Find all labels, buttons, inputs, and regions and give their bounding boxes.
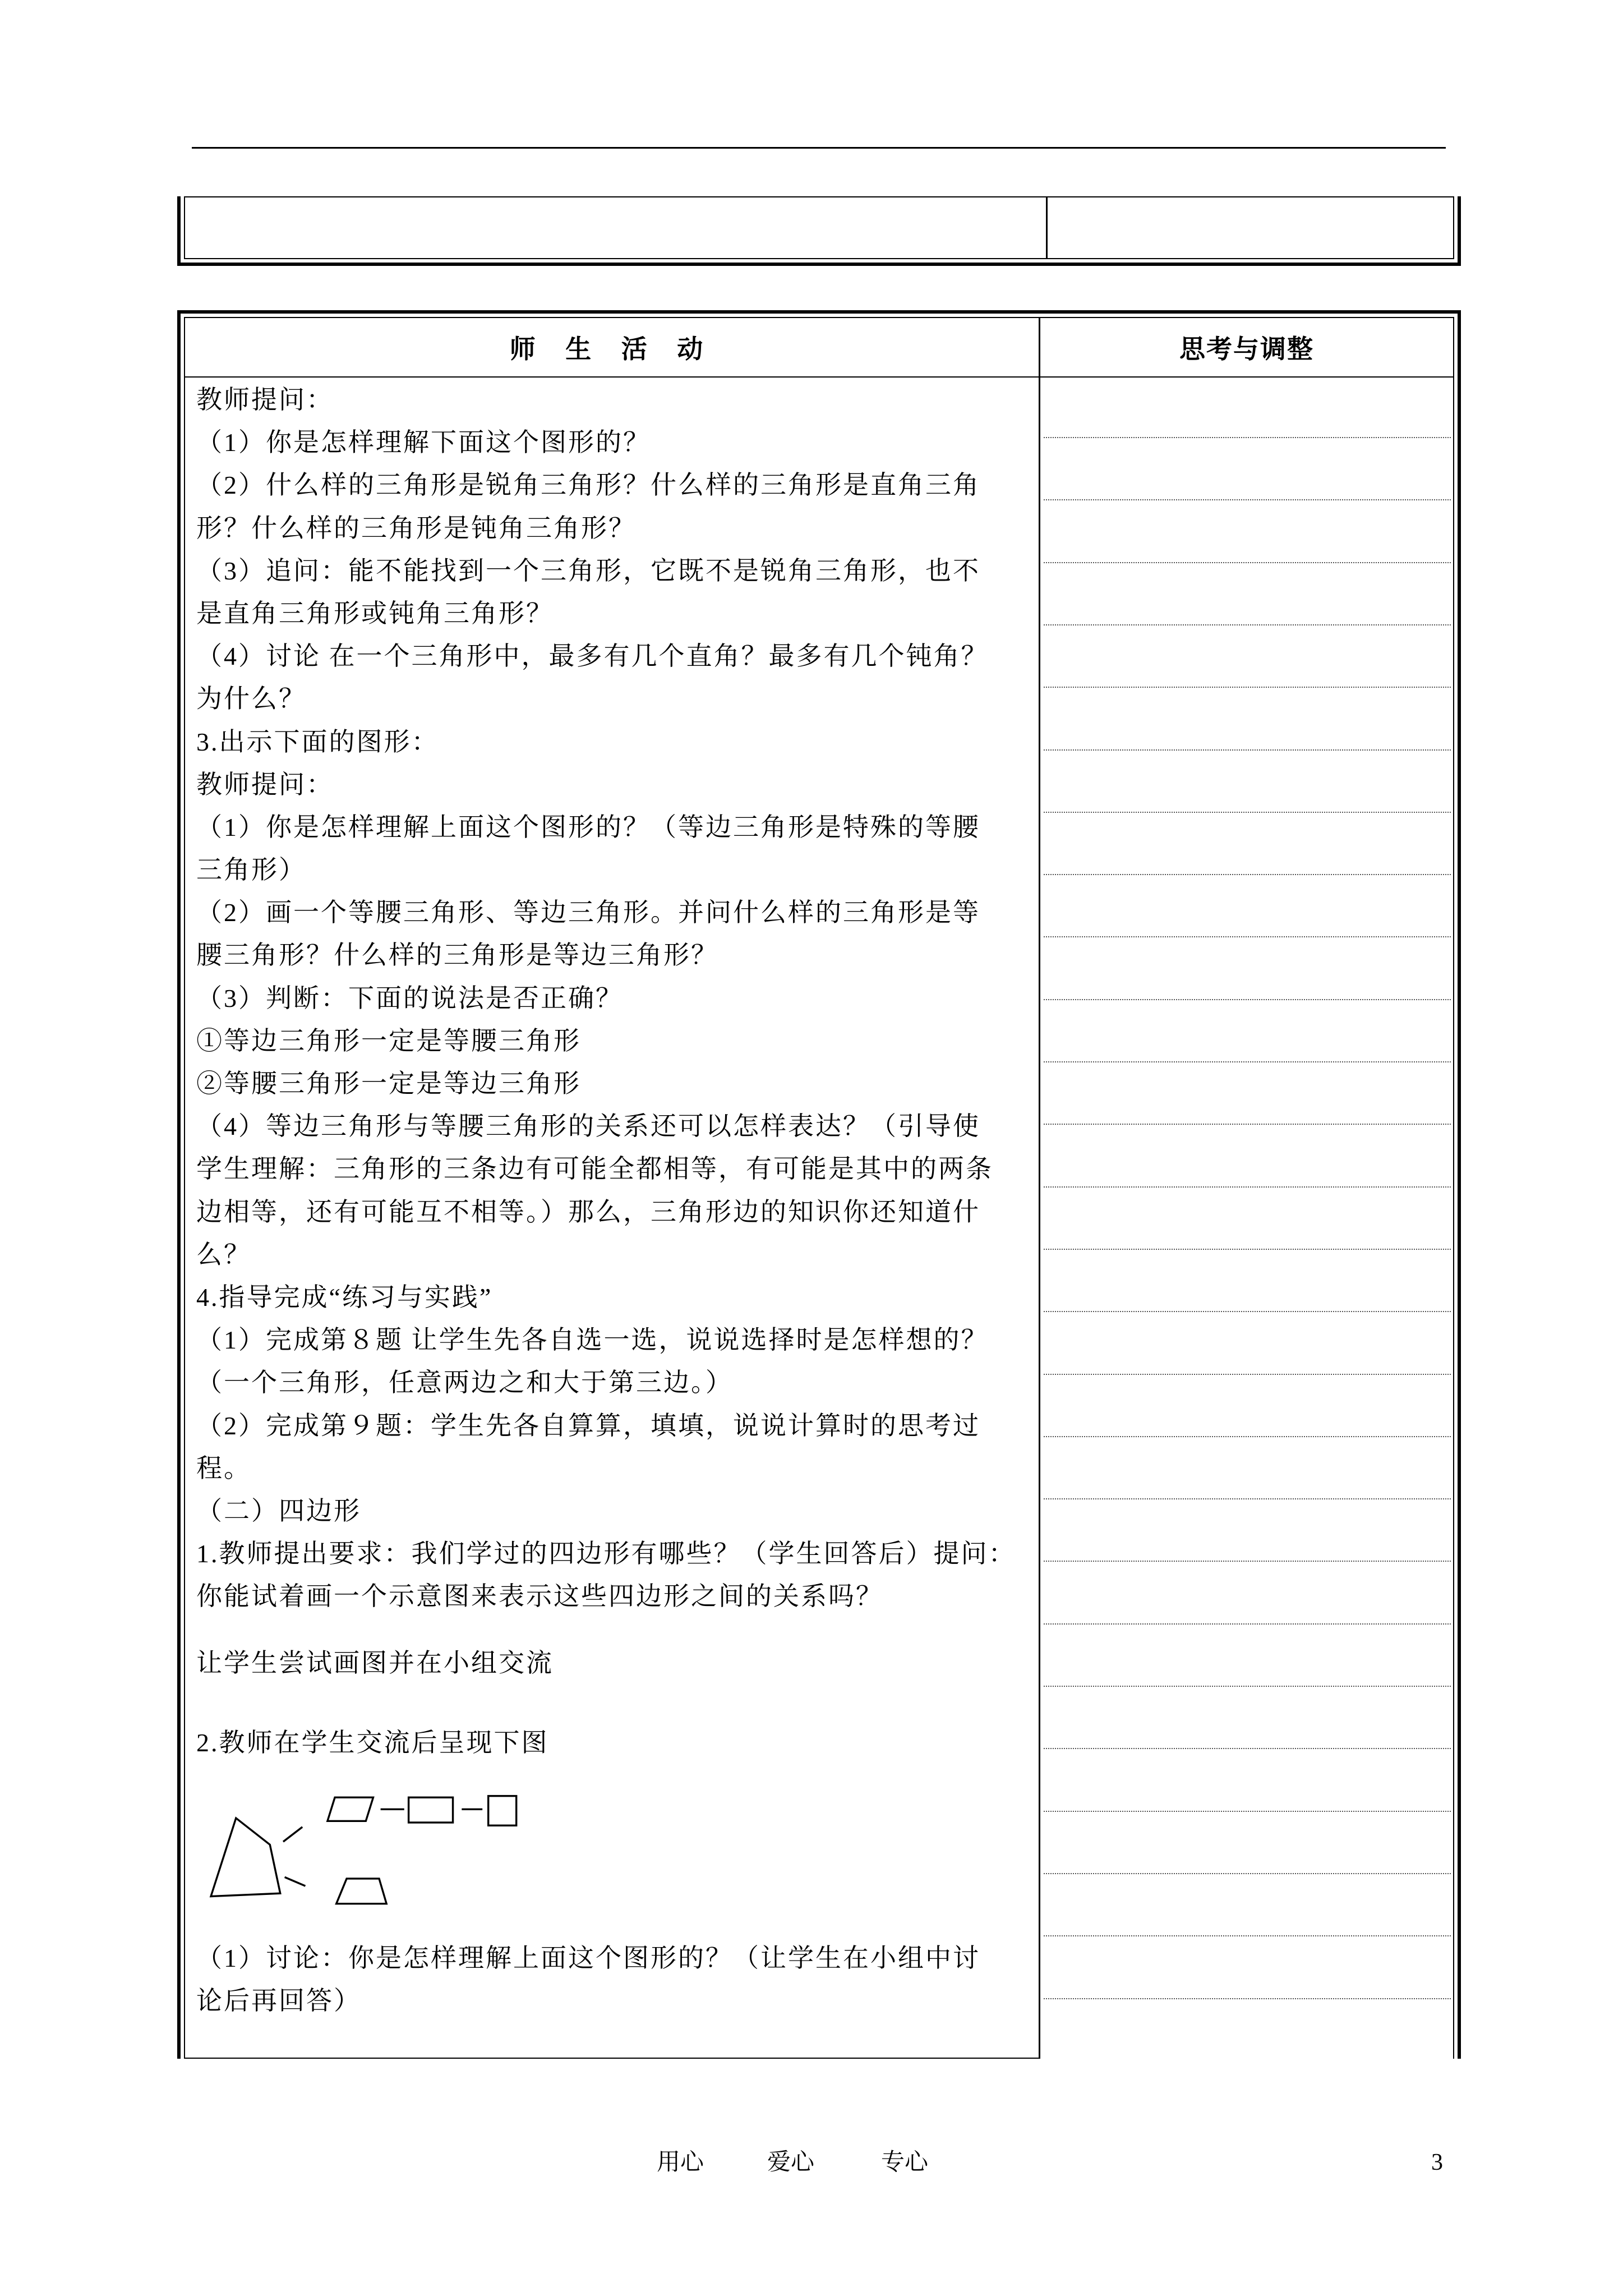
text-line: 腰三角形？什么样的三角形是等边三角形？ bbox=[196, 941, 718, 970]
note-line bbox=[1044, 1748, 1451, 1749]
text-line: ②等腰三角形一定是等边三角形 bbox=[196, 1069, 581, 1098]
text-line: （3）判断：下面的说法是否正确？ bbox=[196, 983, 623, 1013]
note-line bbox=[1044, 1311, 1451, 1312]
trapezoid-shape bbox=[336, 1879, 386, 1904]
note-line bbox=[1044, 812, 1451, 813]
header-rule bbox=[192, 147, 1446, 149]
square-shape bbox=[488, 1796, 517, 1826]
continued-table-row bbox=[184, 196, 1454, 259]
discussion-text bbox=[196, 1937, 980, 2022]
text-line: 形？什么样的三角形是钝角三角形？ bbox=[196, 513, 636, 542]
note-line bbox=[1044, 1998, 1451, 1999]
text-line: （3）追问：能不能找到一个三角形，它既不是锐角三角形，也不 bbox=[196, 556, 980, 585]
parallelogram-shape bbox=[328, 1797, 374, 1821]
text-line: （一个三角形，任意两边之和大于第三边。） bbox=[196, 1368, 733, 1397]
note-line bbox=[1044, 1061, 1451, 1062]
text-line: 三角形） bbox=[196, 855, 306, 885]
note-line bbox=[1044, 499, 1451, 500]
reflection-column bbox=[1040, 378, 1453, 2059]
note-line bbox=[1044, 562, 1451, 563]
text-line: 学生理解：三角形的三条边有可能全都相等，有可能是其中的两条 bbox=[196, 1154, 993, 1184]
page-number: 3 bbox=[1431, 2150, 1443, 2175]
text-line: （1）你是怎样理解下面这个图形的？ bbox=[196, 428, 651, 457]
note-line bbox=[1044, 624, 1451, 625]
activities-column bbox=[185, 378, 1040, 2059]
note-line bbox=[1044, 437, 1451, 438]
text-line: 3.出示下面的图形： bbox=[196, 727, 439, 756]
note-line bbox=[1044, 999, 1451, 1000]
note-line bbox=[1044, 749, 1451, 751]
continued-table bbox=[177, 196, 1461, 266]
text-line: （4）讨论 在一个三角形中，最多有几个直角？最多有几个钝角？ bbox=[196, 642, 989, 671]
text-line: 边相等，还有可能互不相等。）那么，三角形边的知识你还知道什 bbox=[196, 1197, 980, 1226]
text-line: （2）完成第９题：学生先各自算算，填填，说说计算时的思考过 bbox=[196, 1411, 980, 1440]
text-line: 是直角三角形或钝角三角形？ bbox=[196, 599, 554, 628]
text-line: （二）四边形 bbox=[196, 1496, 361, 1525]
quadrilateral-relationship-figure bbox=[199, 1778, 531, 1918]
draw-prompt-line: 让学生尝试画图并在小组交流 bbox=[196, 1649, 554, 1677]
connector-to-parallelogram bbox=[283, 1827, 302, 1842]
note-line bbox=[1044, 1124, 1451, 1125]
text-line: （2）画一个等腰三角形、等边三角形。并问什么样的三角形是等 bbox=[196, 898, 980, 927]
text-line: 4.指导完成“练习与实践” bbox=[196, 1282, 493, 1312]
text-line: 教师提问： bbox=[196, 770, 334, 799]
text-line: （4）等边三角形与等腰三角形的关系还可以怎样表达？（引导使 bbox=[196, 1112, 980, 1141]
note-line bbox=[1044, 936, 1451, 937]
text-line: （2）什么样的三角形是锐角三角形？什么样的三角形是直角三角 bbox=[196, 471, 980, 500]
footer-word: 专心 bbox=[881, 2150, 929, 2175]
continued-table-right-cell bbox=[1048, 197, 1453, 258]
text-line: 教师提问： bbox=[196, 385, 334, 414]
continued-table-left-cell bbox=[185, 197, 1048, 258]
note-line bbox=[1044, 1623, 1451, 1625]
header-teacher-student-activities: 师 生 活 动 bbox=[185, 318, 1040, 376]
activity-text bbox=[196, 379, 1016, 1618]
note-line bbox=[1044, 1935, 1451, 1936]
text-line: （1）讨论：你是怎样理解上面这个图形的？（让学生在小组中讨 bbox=[196, 1944, 980, 1972]
footer-word: 用心 bbox=[657, 2150, 704, 2175]
note-line bbox=[1044, 1374, 1451, 1375]
activity-table-inner bbox=[184, 317, 1454, 2059]
note-line bbox=[1044, 874, 1451, 875]
footer-word: 爱心 bbox=[767, 2150, 815, 2175]
activity-table bbox=[177, 310, 1461, 2059]
quadrilateral-shape bbox=[211, 1818, 280, 1896]
text-line: 论后再回答） bbox=[196, 1986, 361, 2016]
note-line bbox=[1044, 1873, 1451, 1874]
rectangle-shape bbox=[409, 1797, 453, 1823]
header-reflection-adjustment: 思考与调整 bbox=[1179, 335, 1314, 364]
show-figure-line: 2.教师在学生交流后呈现下图 bbox=[196, 1728, 549, 1757]
note-line bbox=[1044, 1186, 1451, 1188]
text-line: 你能试着画一个示意图来表示这些四边形之间的关系吗？ bbox=[196, 1582, 883, 1611]
note-line bbox=[1044, 687, 1451, 688]
note-line bbox=[1044, 1561, 1451, 1562]
connector-to-trapezoid bbox=[285, 1877, 306, 1886]
text-line: 么？ bbox=[196, 1240, 251, 1269]
note-line bbox=[1044, 1498, 1451, 1499]
note-line bbox=[1044, 1249, 1451, 1250]
text-line: ①等边三角形一定是等腰三角形 bbox=[196, 1026, 581, 1055]
text-line: （1）你是怎样理解上面这个图形的？（等边三角形是特殊的等腰 bbox=[196, 812, 980, 841]
text-line: 为什么？ bbox=[196, 684, 306, 714]
text-line: 1.教师提出要求：我们学过的四边形有哪些？（学生回答后）提问： bbox=[196, 1539, 1016, 1568]
text-line: （1）完成第８题 让学生先各自选一选，说说选择时是怎样想的？ bbox=[196, 1326, 989, 1355]
note-line bbox=[1044, 1811, 1451, 1812]
note-line bbox=[1044, 1436, 1451, 1437]
table-header-row bbox=[185, 318, 1453, 378]
text-line: 程。 bbox=[196, 1453, 251, 1483]
note-line bbox=[1044, 1686, 1451, 1687]
